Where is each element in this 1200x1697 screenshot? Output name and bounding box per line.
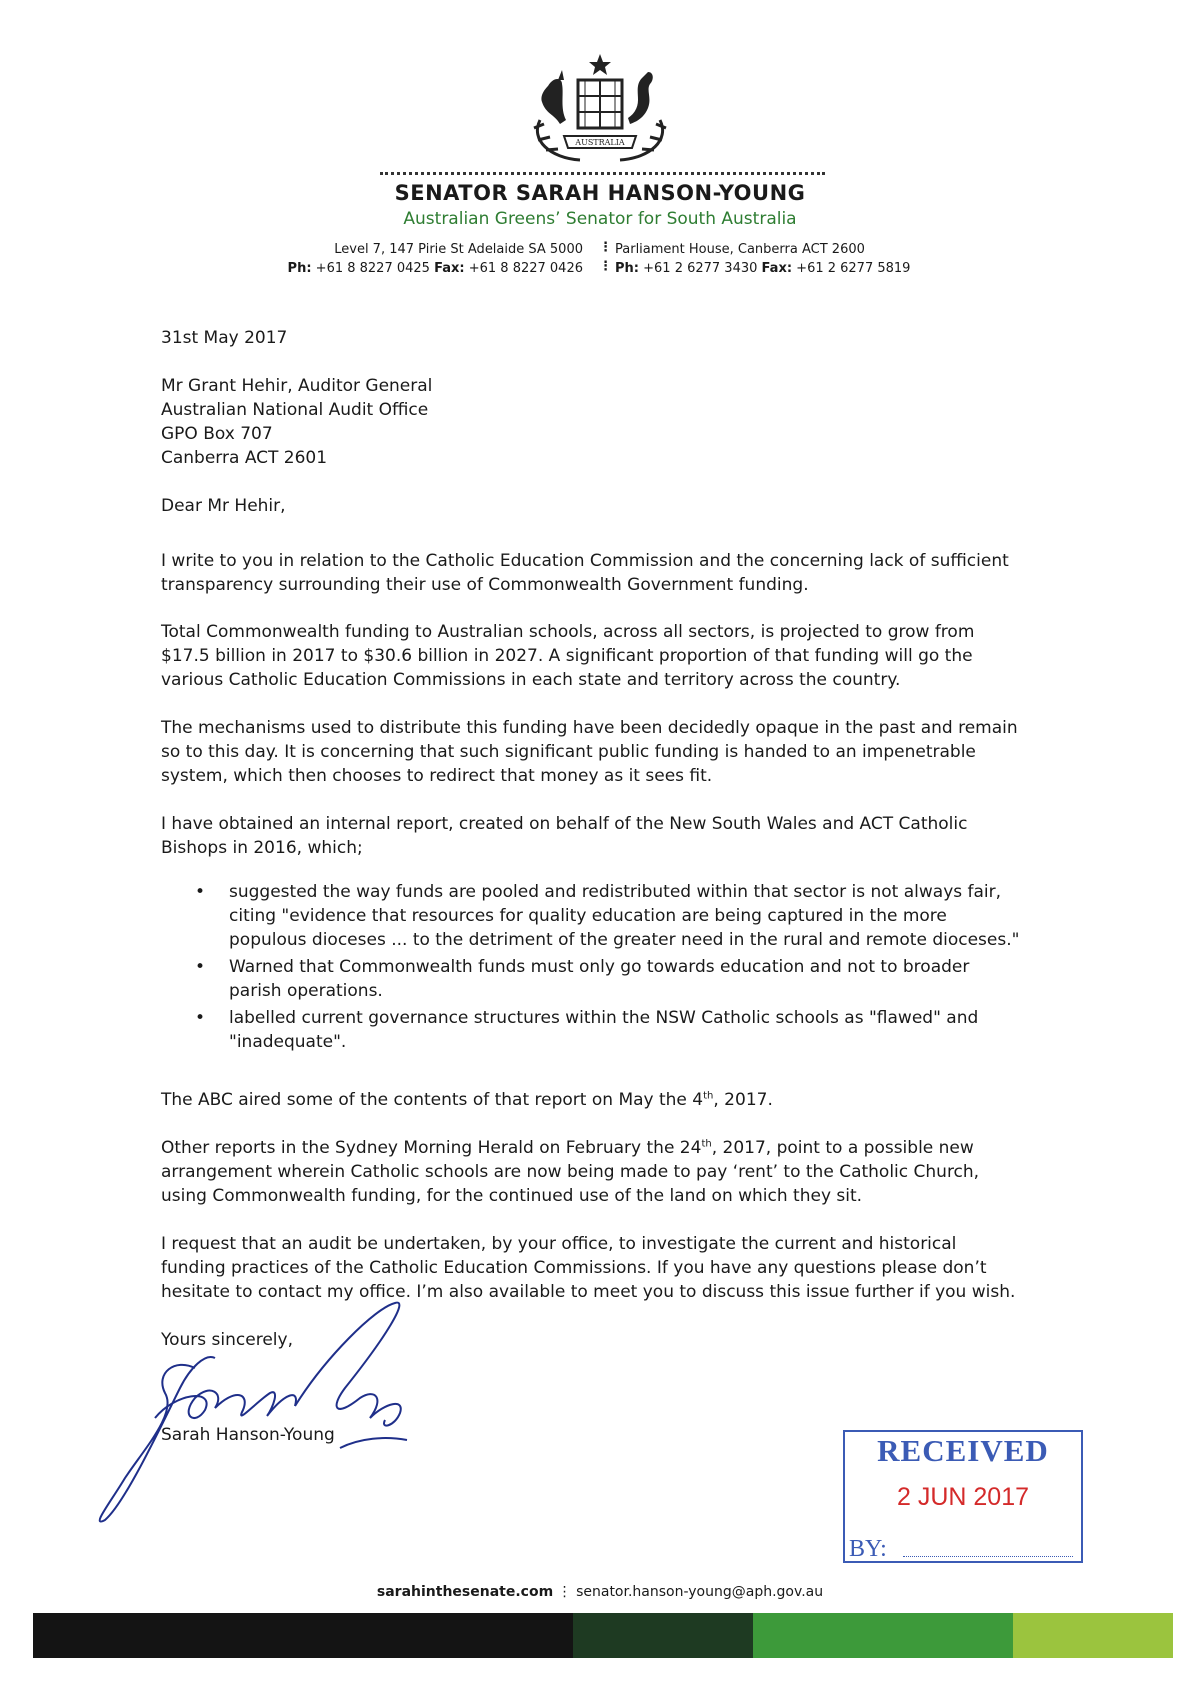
bullet-dot: • (195, 882, 206, 902)
handwritten-signature (85, 1298, 425, 1528)
paragraph-line: I request that an audit be undertaken, by your office, to investigate the current and historical (161, 1234, 957, 1254)
paragraph-line: The mechanisms used to distribute this funding have been decidedly opaque in the past and remain (161, 718, 1018, 738)
bullet-dot: • (195, 957, 206, 977)
senator-subtitle: Australian Greens’ Senator for South Australia (403, 209, 797, 229)
paragraph-line: funding practices of the Catholic Education Commissions. If you have any questions please don’t (161, 1258, 987, 1278)
bullet-line: suggested the way funds are pooled and redistributed within that sector is not always fair, (229, 882, 1002, 902)
bullet-line: "inadequate". (229, 1032, 347, 1052)
address-separator-top: ⋮ (599, 240, 612, 255)
footer-contact (0, 1584, 1200, 1600)
bullet-item (161, 955, 1061, 1003)
paragraph-line: transparency surrounding their use of Commonwealth Government funding. (161, 575, 809, 595)
crest-banner-text: AUSTRALIA (575, 138, 625, 147)
recipient-line: Mr Grant Hehir, Auditor General (161, 376, 433, 396)
received-stamp (843, 1430, 1083, 1563)
closing: Yours sincerely, (161, 1330, 293, 1350)
paragraph-line: using Commonwealth funding, for the continued use of the land on which they sit. (161, 1186, 863, 1206)
footer-bar-segment (1013, 1613, 1173, 1658)
paragraph-line: Other reports in the Sydney Morning Herald on February the 24th, 2017, point to a possible new (161, 1138, 974, 1158)
senator-name: SENATOR SARAH HANSON-YOUNG (394, 181, 806, 205)
paragraph-line: system, which then chooses to redirect that money as it sees fit. (161, 766, 713, 786)
stamp-signature-line (903, 1556, 1073, 1557)
left-address-line: Level 7, 147 Pirie St Adelaide SA 5000 (334, 242, 583, 257)
bullet-line: Warned that Commonwealth funds must only go towards education and not to broader (229, 957, 970, 977)
paragraph-line: I have obtained an internal report, created on behalf of the New South Wales and ACT Catholic (161, 814, 968, 834)
bullet-list (161, 880, 1061, 1057)
recipient-line: Australian National Audit Office (161, 400, 429, 420)
letterhead-dotted-rule (380, 172, 825, 175)
address-separator-bottom: ⋮ (599, 259, 612, 274)
bullet-line: parish operations. (229, 981, 383, 1001)
paragraph-line: various Catholic Education Commissions in each state and territory across the country. (161, 670, 901, 690)
footer-bar-segment (393, 1613, 573, 1658)
bullet-dot: • (195, 1008, 206, 1028)
coat-of-arms-crest (520, 50, 680, 168)
right-contact-line: Ph: +61 2 6277 3430 Fax: +61 2 6277 5819 (615, 261, 911, 276)
letter-date: 31st May 2017 (161, 328, 288, 348)
stamp-by-label: BY: (849, 1536, 887, 1562)
right-address-line: Parliament House, Canberra ACT 2600 (615, 242, 865, 257)
recipient-line: Canberra ACT 2601 (161, 448, 328, 468)
bullet-item (161, 880, 1061, 952)
paragraph-line: I write to you in relation to the Catholic Education Commission and the concerning lack of sufficient (161, 551, 1009, 571)
footer-website[interactable]: sarahinthesenate.com (376, 1584, 554, 1600)
recipient-line: GPO Box 707 (161, 424, 273, 444)
paragraph-line: arrangement wherein Catholic schools are now being made to pay ‘rent’ to the Catholic Church, (161, 1162, 980, 1182)
bullet-item (161, 1006, 1061, 1054)
salutation: Dear Mr Hehir, (161, 496, 286, 516)
paragraph-line: $17.5 billion in 2017 to $30.6 billion in 2027. A significant proportion of that funding will go the (161, 646, 973, 666)
footer-bar-segment (753, 1613, 1013, 1658)
footer-separator: ⋮ (557, 1584, 572, 1600)
paragraph-line: The ABC aired some of the contents of that report on May the 4th, 2017. (161, 1090, 773, 1110)
stamp-title: RECEIVED (877, 1433, 1049, 1468)
paragraph-line: hesitate to contact my office. I’m also available to meet you to discuss this issue further if you wish. (161, 1282, 1016, 1302)
bullet-line: citing "evidence that resources for quality education are being captured in the more (229, 906, 947, 926)
footer-bar-segment (573, 1613, 753, 1658)
left-contact-line: Ph: +61 8 8227 0425 Fax: +61 8 8227 0426 (287, 261, 583, 276)
paragraph-line: Bishops in 2016, which; (161, 838, 363, 858)
footer-color-bar (33, 1613, 1173, 1658)
paragraph-line: Total Commonwealth funding to Australian schools, across all sectors, is projected to grow from (161, 622, 975, 642)
bullet-line: labelled current governance structures within the NSW Catholic schools as "flawed" and (229, 1008, 979, 1028)
signatory-name: Sarah Hanson-Young (161, 1425, 335, 1445)
paragraph-line: so to this day. It is concerning that such significant public funding is handed to an impenetrable (161, 742, 976, 762)
bullet-line: populous dioceses ... to the detriment of the greater need in the rural and remote dioceses." (229, 930, 1020, 950)
footer-bar-segment (33, 1613, 393, 1658)
footer-email[interactable]: senator.hanson-young@aph.gov.au (576, 1584, 824, 1600)
stamp-date: 2 JUN 2017 (896, 1483, 1030, 1511)
